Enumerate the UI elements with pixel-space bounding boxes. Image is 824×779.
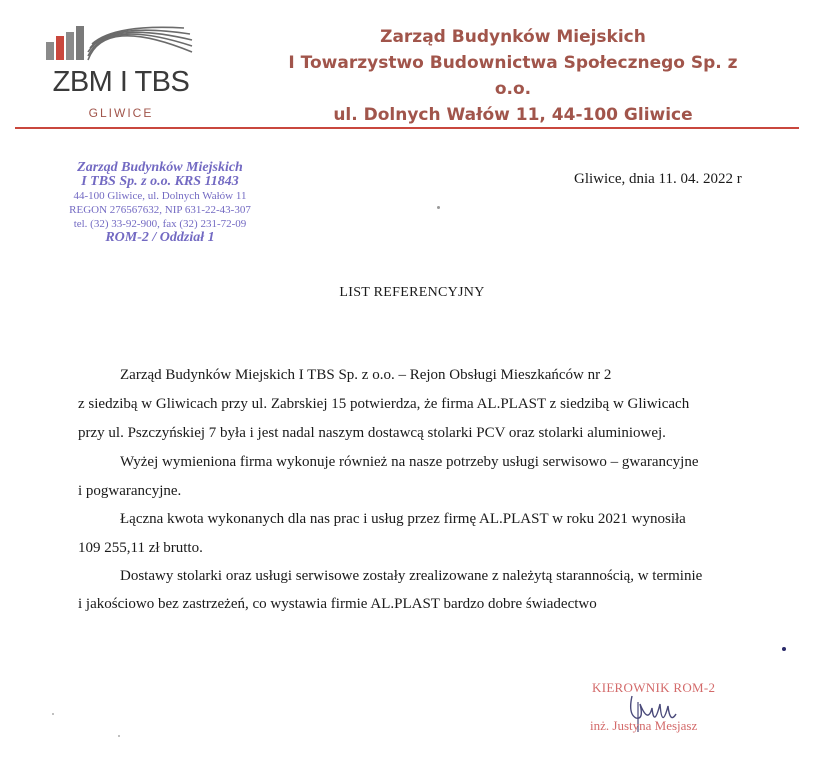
logo-city: GLIWICE: [88, 106, 154, 120]
logo-bar-2: [56, 36, 64, 60]
body-line-5: i pogwarancyjne.: [78, 483, 182, 499]
letter-date: Gliwice, dnia 11. 04. 2022 r: [574, 171, 742, 187]
stamp-line-6: ROM-2 / Oddział 1: [105, 230, 215, 245]
body-line-3: przy ul. Pszczyńskiej 7 była i jest nadal naszym dostawcą stolarki PCV oraz stolarki aluminiowej.: [78, 425, 666, 441]
company-stamp: [46, 161, 274, 245]
signatory-name-stamp: inż. Justyna Mesjasz: [590, 718, 698, 733]
stamp-line-5: tel. (32) 33-92-900, fax (32) 231-72-09: [73, 218, 247, 230]
stamp-line-1: Zarząd Budynków Miejskich: [77, 160, 243, 175]
scan-speck: [782, 647, 786, 651]
logo-bar-3: [66, 32, 74, 60]
body-line-4: Wyżej wymieniona firma wykonuje również na nasze potrzeby usługi serwisowo – gwarancyjne: [120, 454, 699, 470]
body-line-2: z siedzibą w Gliwicach przy ul. Zabrskiej 15 potwierdza, że firma AL.PLAST z siedzibą w Gliwicach: [78, 396, 690, 412]
logo-name: ZBM I TBS: [52, 66, 190, 98]
body-line-6: Łączna kwota wykonanych dla nas prac i usług przez firmę AL.PLAST w roku 2021 wynosiła: [120, 511, 686, 527]
body-line-9: i jakościowo bez zastrzeżeń, co wystawia firmie AL.PLAST bardzo dobre świadectwo: [78, 596, 597, 612]
stamp-line-3: 44-100 Gliwice, ul. Dolnych Wałów 11: [73, 190, 247, 202]
company-logo: [40, 12, 200, 120]
scan-speck: [52, 713, 54, 715]
scan-speck: [437, 206, 440, 209]
letterhead-line-2: I Towarzystwo Budownictwa Społecznego Sp. z o.o.: [288, 53, 738, 99]
body-line-7: 109 255,11 zł brutto.: [78, 540, 203, 556]
scan-speck: [118, 735, 120, 737]
letterhead-divider: [15, 127, 799, 129]
body-line-8: Dostawy stolarki oraz usługi serwisowe zostały zrealizowane z należytą starannością, w terminie: [120, 568, 703, 584]
stamp-line-4: REGON 276567632, NIP 631-22-43-307: [69, 204, 251, 216]
stamp-line-2: I TBS Sp. z o.o. KRS 11843: [81, 174, 239, 189]
letter-title: LIST REFERENCYJNY: [339, 285, 485, 300]
body-line-1: Zarząd Budynków Miejskich I TBS Sp. z o.o. – Rejon Obsługi Mieszkańców nr 2: [120, 367, 612, 383]
letterhead-line-1: Zarząd Budynków Miejskich: [380, 27, 646, 47]
letterhead-line-3: ul. Dolnych Wałów 11, 44-100 Gliwice: [333, 105, 693, 125]
signatory-title-stamp: KIEROWNIK ROM-2: [592, 680, 716, 695]
logo-graphic: [44, 12, 196, 64]
letterhead-text: [268, 24, 758, 128]
logo-bar-4: [76, 26, 84, 60]
logo-bar-1: [46, 42, 54, 60]
